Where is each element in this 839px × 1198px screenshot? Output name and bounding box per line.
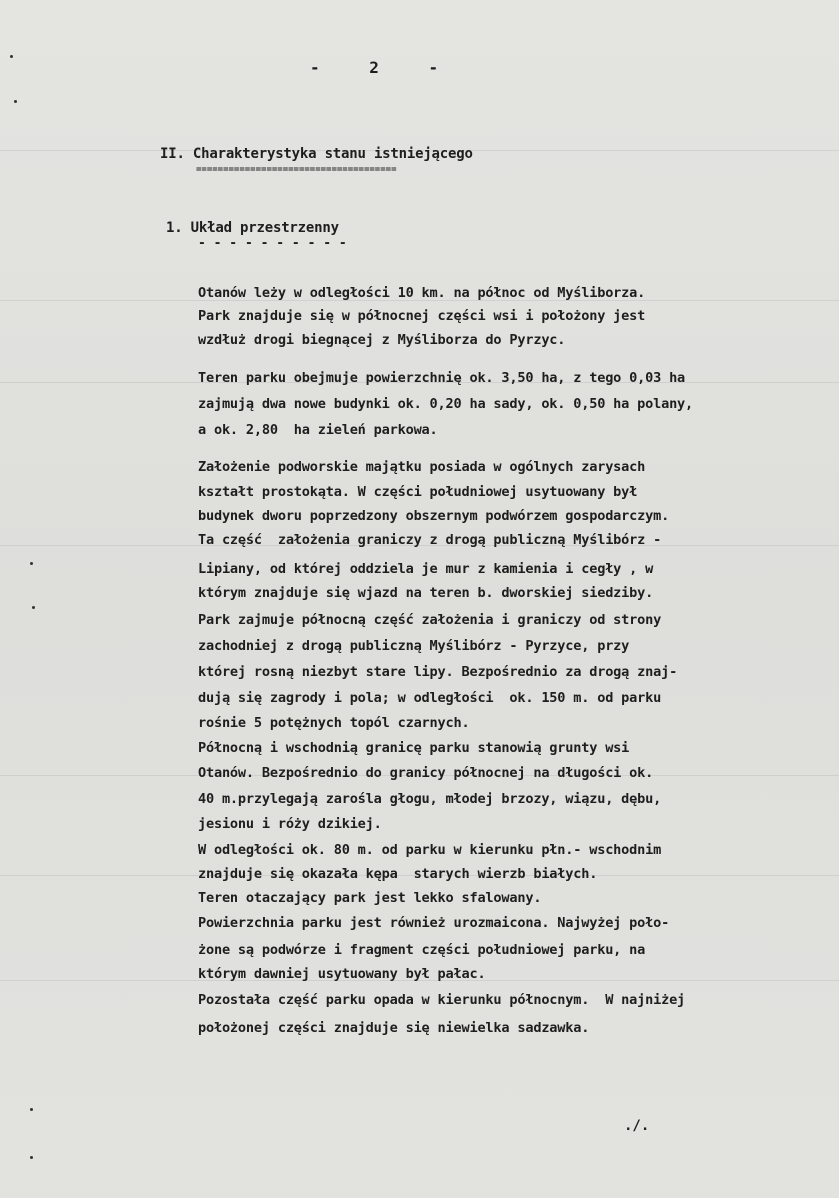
text-line: której rosną niezbyt stare lipy. Bezpośrednio za drogą znaj-	[198, 664, 678, 680]
text-line: Otanów leży w odległości 10 km. na północ od Myśliborza.	[198, 285, 646, 301]
punch-mark	[32, 606, 35, 609]
text-line: zachodniej z drogą publiczną Myślibórz - Pyrzyce, przy	[198, 638, 630, 654]
section-heading: II. Charakterystyka stanu istniejącego	[160, 146, 473, 162]
subsection-heading-underline: - - - - - - - - - -	[198, 236, 347, 251]
subsection-heading: 1. Układ przestrzenny	[166, 220, 339, 236]
text-line: Otanów. Bezpośrednio do granicy północnej na długości ok.	[198, 765, 654, 781]
text-line: którym dawniej usytuowany był pałac.	[198, 966, 486, 982]
punch-mark	[14, 100, 17, 103]
punch-mark	[30, 562, 33, 565]
text-line: Park zajmuje północną część założenia i graniczy od strony	[198, 612, 662, 628]
text-line: znajduje się okazała kępa starych wierzb białych.	[198, 866, 598, 882]
text-line: zajmują dwa nowe budynki ok. 0,20 ha sady, ok. 0,50 ha polany,	[198, 396, 694, 412]
text-line: Park znajduje się w północnej części wsi i położony jest	[198, 308, 646, 324]
text-line: wzdłuż drogi biegnącej z Myśliborza do Pyrzyc.	[198, 332, 566, 348]
text-line: Powierzchnia parku jest również urozmaicona. Najwyżej poło-	[198, 915, 670, 931]
punch-mark	[30, 1156, 33, 1159]
section-heading-underline: =====================================	[196, 165, 397, 175]
text-line: jesionu i róży dzikiej.	[198, 816, 382, 832]
text-line: Lipiany, od której oddziela je mur z kamienia i cegły , w	[198, 561, 654, 577]
punch-mark	[10, 55, 13, 58]
page-number: - 2 -	[310, 58, 459, 77]
text-line: kształt prostokąta. W części południowej usytuowany był	[198, 484, 638, 500]
text-line: którym znajduje się wjazd na teren b. dworskiej siedziby.	[198, 585, 654, 601]
text-line: Pozostała część parku opada w kierunku północnym. W najniżej	[198, 992, 686, 1008]
text-line: żone są podwórze i fragment części południowej parku, na	[198, 942, 646, 958]
text-line: Założenie podworskie majątku posiada w ogólnych zarysach	[198, 459, 646, 475]
text-line: rośnie 5 potężnych topól czarnych.	[198, 715, 470, 731]
continuation-mark: ./.	[624, 1118, 650, 1134]
text-line: położonej części znajduje się niewielka sadzawka.	[198, 1020, 590, 1036]
text-line: Teren parku obejmuje powierzchnię ok. 3,50 ha, z tego 0,03 ha	[198, 370, 686, 386]
text-line: W odległości ok. 80 m. od parku w kierunku płn.- wschodnim	[198, 842, 662, 858]
text-line: Teren otaczający park jest lekko sfalowany.	[198, 890, 542, 906]
punch-mark	[30, 1108, 33, 1111]
text-line: Północną i wschodnią granicę parku stanowią grunty wsi	[198, 740, 630, 756]
text-line: budynek dworu poprzedzony obszernym podwórzem gospodarczym.	[198, 508, 670, 524]
text-line: Ta część założenia graniczy z drogą publiczną Myślibórz -	[198, 532, 662, 548]
text-line: dują się zagrody i pola; w odległości ok. 150 m. od parku	[198, 690, 662, 706]
text-line: a ok. 2,80 ha zieleń parkowa.	[198, 422, 438, 438]
text-line: 40 m.przylegają zarośla głogu, młodej brzozy, wiązu, dębu,	[198, 791, 662, 807]
